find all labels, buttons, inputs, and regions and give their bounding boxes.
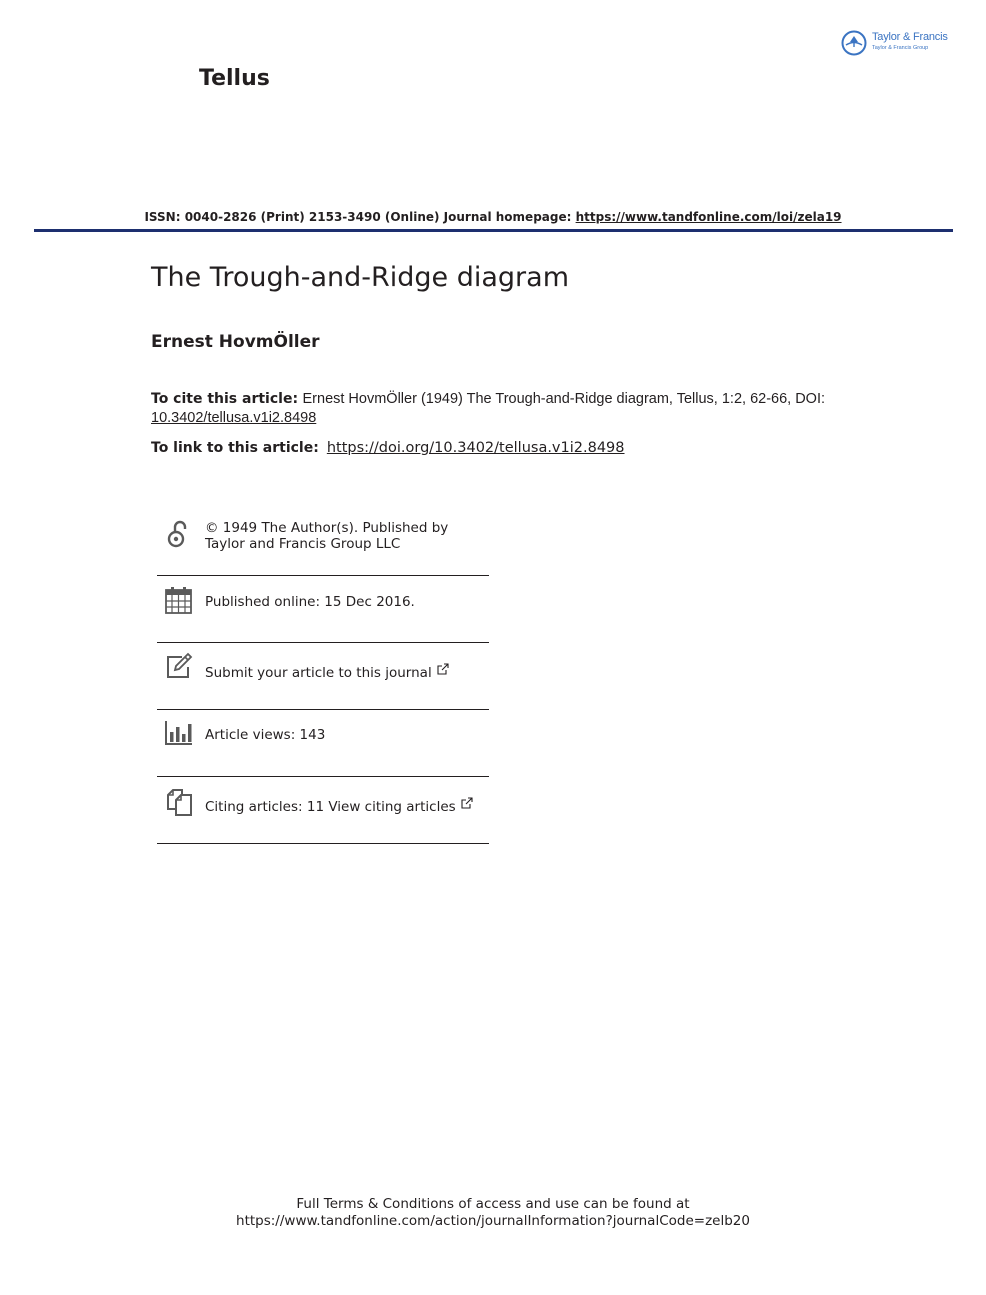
article-author: Ernest HovmÖller bbox=[151, 332, 320, 352]
submit-article-text[interactable] bbox=[205, 663, 490, 681]
link-label: To link to this article: bbox=[151, 440, 319, 456]
journal-title: Tellus bbox=[199, 66, 270, 91]
bar-chart-icon bbox=[164, 718, 194, 748]
logo-name: Taylor & Francis bbox=[872, 31, 948, 43]
info-divider bbox=[157, 843, 489, 844]
taylor-francis-logo-icon bbox=[841, 30, 867, 56]
issn-text: ISSN: 0040-2826 (Print) 2153-3490 (Online) Journal homepage: bbox=[144, 210, 576, 224]
footer bbox=[0, 1196, 986, 1230]
header-divider bbox=[34, 229, 953, 232]
footer-terms-text: Full Terms & Conditions of access and use can be found at bbox=[296, 1196, 690, 1212]
citation-block bbox=[151, 390, 871, 428]
logo-subtitle: Taylor & Francis Group bbox=[872, 45, 929, 51]
external-link-icon bbox=[461, 797, 473, 809]
citation-doi-link[interactable]: 10.3402/tellusa.v1i2.8498 bbox=[151, 410, 317, 426]
published-text: Published online: 15 Dec 2016. bbox=[205, 594, 415, 610]
submit-article-icon bbox=[164, 651, 194, 681]
issn-line bbox=[0, 210, 986, 224]
journal-homepage-link[interactable]: https://www.tandfonline.com/loi/zela19 bbox=[575, 210, 842, 224]
calendar-icon bbox=[164, 586, 194, 616]
citing-articles-icon bbox=[164, 787, 194, 817]
info-divider bbox=[157, 575, 489, 576]
external-link-icon bbox=[437, 663, 449, 675]
article-title: The Trough-and-Ridge diagram bbox=[151, 262, 569, 293]
publisher-logo[interactable] bbox=[841, 30, 961, 58]
open-access-icon bbox=[164, 519, 194, 549]
info-divider bbox=[157, 776, 489, 777]
article-doi-link[interactable]: https://doi.org/10.3402/tellusa.v1i2.8498 bbox=[326, 440, 625, 456]
citation-text: Ernest HovmÖller (1949) The Trough-and-Ridge diagram, Tellus, 1:2, 62-66, DOI: bbox=[302, 391, 826, 407]
info-divider bbox=[157, 642, 489, 643]
submit-article-label: Submit your article to this journal bbox=[205, 665, 432, 681]
info-divider bbox=[157, 709, 489, 710]
article-views-text: Article views: 143 bbox=[205, 727, 326, 743]
article-link-row bbox=[151, 440, 625, 456]
license-text: © 1949 The Author(s). Published by Taylor and Francis Group LLC bbox=[205, 520, 449, 552]
citing-articles-text[interactable] bbox=[205, 797, 490, 815]
citation-label: To cite this article: bbox=[151, 391, 299, 407]
footer-terms-url[interactable]: https://www.tandfonline.com/action/journalInformation?journalCode=zelb20 bbox=[236, 1213, 750, 1229]
citing-articles-label: Citing articles: 11 View citing articles bbox=[205, 799, 456, 815]
